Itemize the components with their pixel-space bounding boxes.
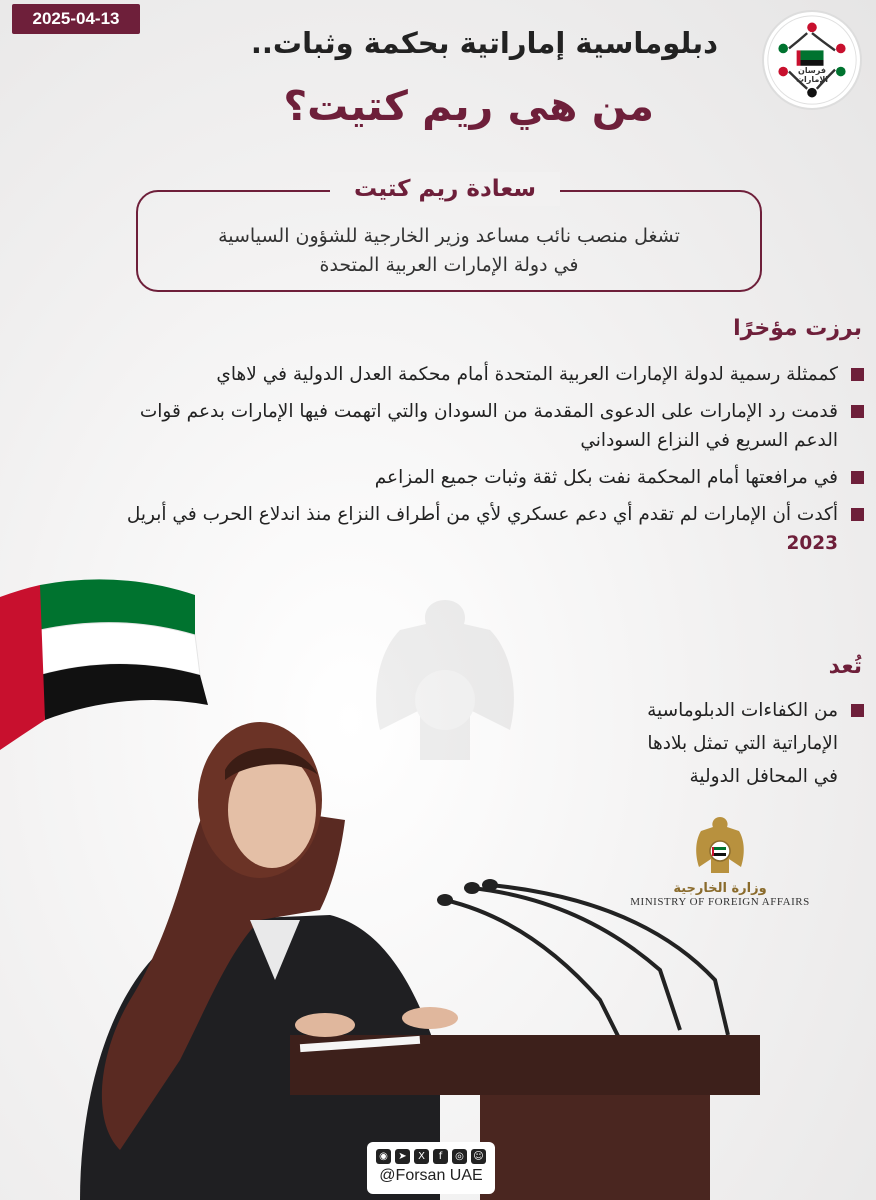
forsan-logo-icon — [762, 10, 862, 110]
list-item: كممثلة رسمية لدولة الإمارات العربية المتحدة أمام محكمة العدل الدولية في لاهاي — [124, 360, 864, 389]
whatsapp-icon[interactable]: ◉ — [376, 1149, 391, 1164]
bullet-square-icon — [851, 508, 864, 521]
bullet-square-icon — [851, 405, 864, 418]
speaker-photo — [60, 700, 780, 1200]
instagram-icon[interactable]: ◎ — [452, 1149, 467, 1164]
social-handle[interactable]: @Forsan UAE — [379, 1167, 483, 1184]
list-item: في مرافعتها أمام المحكمة نفت بكل ثقة وثبات جميع المزاعم — [124, 463, 864, 492]
year-highlight: 2023 — [786, 533, 838, 554]
list-item: من الكفاءات الدبلوماسية — [534, 694, 864, 727]
bullet-square-icon — [851, 368, 864, 381]
logo-text: فرسان الإمارات — [795, 66, 829, 84]
header-title: من هي ريم كتيت؟ — [283, 82, 654, 130]
list-item: أكدت أن الإمارات لم تقدم أي دعم عسكري لأي من أطراف النزاع منذ اندلاع الحرب في أبريل 2023 — [124, 500, 864, 558]
recent-list — [124, 360, 864, 566]
list-item: الإماراتية التي تمثل بلادها — [647, 733, 838, 754]
social-footer — [367, 1142, 495, 1194]
list-item: قدمت رد الإمارات على الدعوى المقدمة من السودان والتي اتهمت فيها الإمارات بدعم قوات الدعم السريع في النزاع السوداني — [124, 397, 864, 455]
date-badge: 2025-04-13 — [12, 4, 140, 34]
telegram-icon[interactable]: ➤ — [395, 1149, 410, 1164]
facebook-icon[interactable]: f — [433, 1149, 448, 1164]
x-icon[interactable]: X — [414, 1149, 429, 1164]
recent-heading: برزت مؤخرًا — [733, 316, 862, 341]
profile-name: سعادة ريم كتيت — [330, 172, 560, 206]
snapchat-icon[interactable]: ☺ — [471, 1149, 486, 1164]
ministry-name-en: MINISTRY OF FOREIGN AFFAIRS — [630, 896, 810, 908]
ministry-name-ar: وزارة الخارجية — [673, 881, 767, 896]
considered-heading: تُعد — [828, 654, 862, 679]
social-icons — [367, 1142, 495, 1164]
list-item: في المحافل الدولية — [689, 766, 838, 787]
role-line-1: تشغل منصب نائب مساعد وزير الخارجية للشؤون السياسية — [218, 225, 680, 247]
bullet-square-icon — [851, 471, 864, 484]
bullet-square-icon — [851, 704, 864, 717]
header-subtitle: دبلوماسية إماراتية بحكمة وثبات.. — [250, 26, 718, 60]
role-line-2: في دولة الإمارات العربية المتحدة — [319, 254, 579, 276]
